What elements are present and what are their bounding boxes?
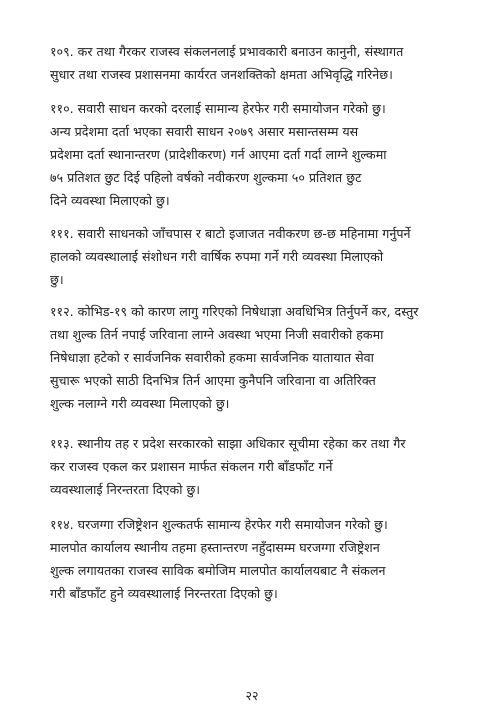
paragraph-text: सवारी साधनको जाँचपास र बाटो इजाजत नवीकरण छ-छ महिनामा गर्नुपर्ने — [77, 226, 411, 241]
page-number: २२ — [245, 688, 259, 703]
paragraph-line — [50, 300, 470, 323]
paragraph-113 — [50, 432, 470, 501]
paragraph-text: स्थानीय तह र प्रदेश सरकारको साझा अधिकार सूचीमा रहेका कर तथा गैर — [77, 436, 406, 451]
paragraph-number: ११३. — [50, 436, 74, 451]
paragraph-line: कर राजस्व एकल कर प्रशासन मार्फत संकलन गरी बाँडफाँट गर्ने — [50, 459, 333, 474]
paragraph-line: सुचारू भएको साठी दिनभित्र तिर्न आएमा कुनैपनि जरिवाना वा अतिरिक्त — [50, 373, 376, 388]
paragraph-number: ११२. — [50, 304, 74, 319]
paragraph-number: १११. — [50, 226, 74, 241]
paragraph-line: मालपोत कार्यालय स्थानीय तहमा हस्तान्तरण नहुँदासम्म घरजग्गा रजिष्ट्रेशन — [50, 540, 380, 555]
paragraph-number: ११४. — [50, 517, 74, 532]
paragraph-line: प्रदेशमा दर्ता स्थानान्तरण (प्रादेशीकरण) गर्न आएमा दर्ता गर्दा लाग्ने शुल्कमा — [50, 147, 387, 162]
paragraph-line: शुल्क नलाग्ने गरी व्यवस्था मिलाएको छु। — [50, 396, 230, 411]
paragraph-112 — [50, 300, 470, 415]
paragraph-line — [50, 40, 470, 63]
paragraph-text: कर तथा गैरकर राजस्व संकलनलाई प्रभावकारी बनाउन कानुनी, संस्थागत — [77, 44, 404, 59]
paragraph-line: व्यवस्थालाई निरन्तरता दिएको छु। — [50, 482, 201, 497]
paragraph-text: सवारी साधन करको दरलाई सामान्य हेरफेर गरी समायोजन गरेको छु। — [77, 101, 386, 116]
paragraph-114 — [50, 513, 470, 605]
paragraph-111 — [50, 222, 470, 291]
paragraph-text: कोभिड-१९ को कारण लागु गरिएको निषेधाज्ञा अवधिभित्र तिर्नुपर्ने कर, दस्तुर — [77, 304, 419, 319]
paragraph-number: ११०. — [50, 101, 74, 116]
paragraph-line: हालको व्यवस्थालाई संशोधन गरी वार्षिक रुपमा गर्ने गरी व्यवस्था मिलाएको — [50, 249, 384, 264]
paragraph-line: सुधार तथा राजस्व प्रशासनमा कार्यरत जनशक्तिको क्षमता अभिवृद्धि गरिनेछ। — [50, 67, 393, 82]
paragraph-number: १०९. — [50, 44, 74, 59]
paragraph-line — [50, 513, 470, 536]
paragraph-line: तथा शुल्क तिर्न नपाई जरिवाना लाग्ने अवस्था भएमा निजी सवारीको हकमा — [50, 327, 384, 342]
paragraph-line — [50, 222, 470, 245]
paragraph-line: छु। — [50, 272, 64, 287]
paragraph-109 — [50, 40, 470, 86]
paragraph-line: दिने व्यवस्था मिलाएको छु। — [50, 193, 170, 208]
paragraph-line: शुल्क लगायतका राजस्व साविक बमोजिम मालपोत कार्यालयबाट नै संकलन — [50, 563, 386, 578]
paragraph-line: अन्य प्रदेशमा दर्ता भएका सवारी साधन २०७९ असार मसान्तसम्म यस — [50, 124, 359, 139]
paragraph-line: निषेधाज्ञा हटेको र सार्वजनिक सवारीको हकमा सार्वजनिक यातायात सेवा — [50, 350, 374, 365]
paragraph-110 — [50, 97, 470, 212]
paragraph-line — [50, 97, 470, 120]
paragraph-line: ७५ प्रतिशत छुट दिई पहिलो वर्षको नवीकरण शुल्कमा ५० प्रतिशत छुट — [50, 170, 362, 185]
paragraph-line — [50, 432, 470, 455]
paragraph-text: घरजग्गा रजिष्ट्रेशन शुल्कतर्फ सामान्य हेरफेर गरी समायोजन गरेको छु। — [77, 517, 388, 532]
paragraph-line: गरी बाँडफाँट हुने व्यवस्थालाई निरन्तरता दिएको छु। — [50, 586, 278, 601]
